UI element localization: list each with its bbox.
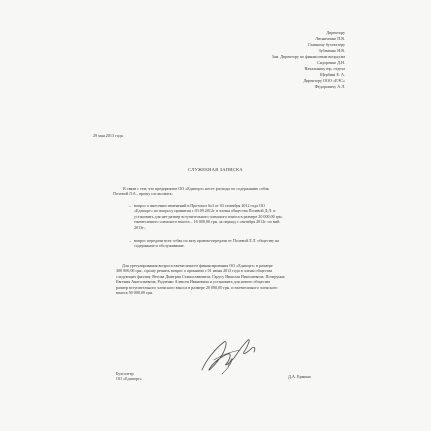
intro-line: Полевой Л.А., прошу согласовать: <box>113 191 173 197</box>
position-line: Бухгалтер <box>116 371 134 376</box>
addressee-line: Зам. Директору по финансовым вопросам <box>271 54 345 59</box>
item-line: ежемесячного членского взноса – 16 000,00 грн. за период с сентября 2012г. по май <box>134 219 280 225</box>
intro-line: В связи с тем, что предприятие ОО «Едипорт» несет расходы по содержанию собак <box>123 186 269 191</box>
closing-line: 300 000,00 грн., прошу решить вопрос о принятии с 01 июня 2013 года в члены общества <box>116 268 273 274</box>
intro-paragraph <box>113 186 353 197</box>
item-line: 2013г.; <box>134 224 146 230</box>
request-item-1 <box>134 203 358 230</box>
item-line: «Едипорт» по вопросу принятия с 03.09.2012г. в члены общества Полевой Д.Л. и <box>134 208 276 214</box>
memo-title: СЛУЖЕБНАЯ ЗАПИСКА <box>188 167 243 172</box>
addressee-line: Директору ООО «ЕЭС» <box>303 78 345 83</box>
closing-paragraph <box>116 263 360 295</box>
handwritten-signature <box>196 330 266 380</box>
closing-line: Для урегулирования вопроса ежемесячного финансирования ОО «Едипорт» в размере <box>122 263 273 268</box>
addressee-line: Фёдоровичу А.Л. <box>314 84 345 89</box>
closing-line: размер вступительного членского взноса в размере 20 000,00 грн. и ежемесячного членского <box>116 284 278 290</box>
signatory-name: Д.А. Ермина <box>288 374 311 379</box>
item-line: вопрос о внесении изменений в Протокол №3 от 03 сентября 2012 года ОО <box>134 203 265 208</box>
bullet-marker: – <box>129 203 132 208</box>
signatory-position <box>116 371 142 382</box>
addressee-line: Лисниченко П.В. <box>315 36 345 41</box>
item-line: содержание и обслуживание. <box>134 243 185 249</box>
request-item-2 <box>134 238 358 249</box>
closing-line: следующих физлиц: Ветова Дмитрия Станиславовича, Гарусу Николая Николаевича, Почерунна <box>116 273 285 279</box>
memo-date: 29 мая 2013 года <box>93 133 123 138</box>
bullet-marker: – <box>129 238 132 243</box>
addressee-line: Щербині Е. А. <box>319 72 345 77</box>
closing-line: взноса 50 000,00 грн. <box>116 290 153 296</box>
position-line: ОО «Едипорт» <box>116 376 142 382</box>
item-line: установить для нее размер вступительного членского взноса в размере 20 000,00 грн. <box>134 213 283 219</box>
item-line: вопрос передачи всех собак по акту приема-передачи от Полевой Л.Л. обществу на <box>134 238 280 243</box>
addressee-line: Начальнику юр. отдела <box>304 66 345 71</box>
closing-line: Евгения Анатольевича, Радченко Алексея Ивановича и установить для нового общества <box>116 279 270 285</box>
addressee-line: Сидоренко Д.Н. <box>317 60 345 65</box>
addressee-line: Зубаченко Н.В. <box>318 48 345 53</box>
addressee-line: Директору <box>326 30 345 35</box>
addressee-line: Главному бухгалтеру <box>308 42 345 47</box>
addressee-block <box>272 30 345 90</box>
